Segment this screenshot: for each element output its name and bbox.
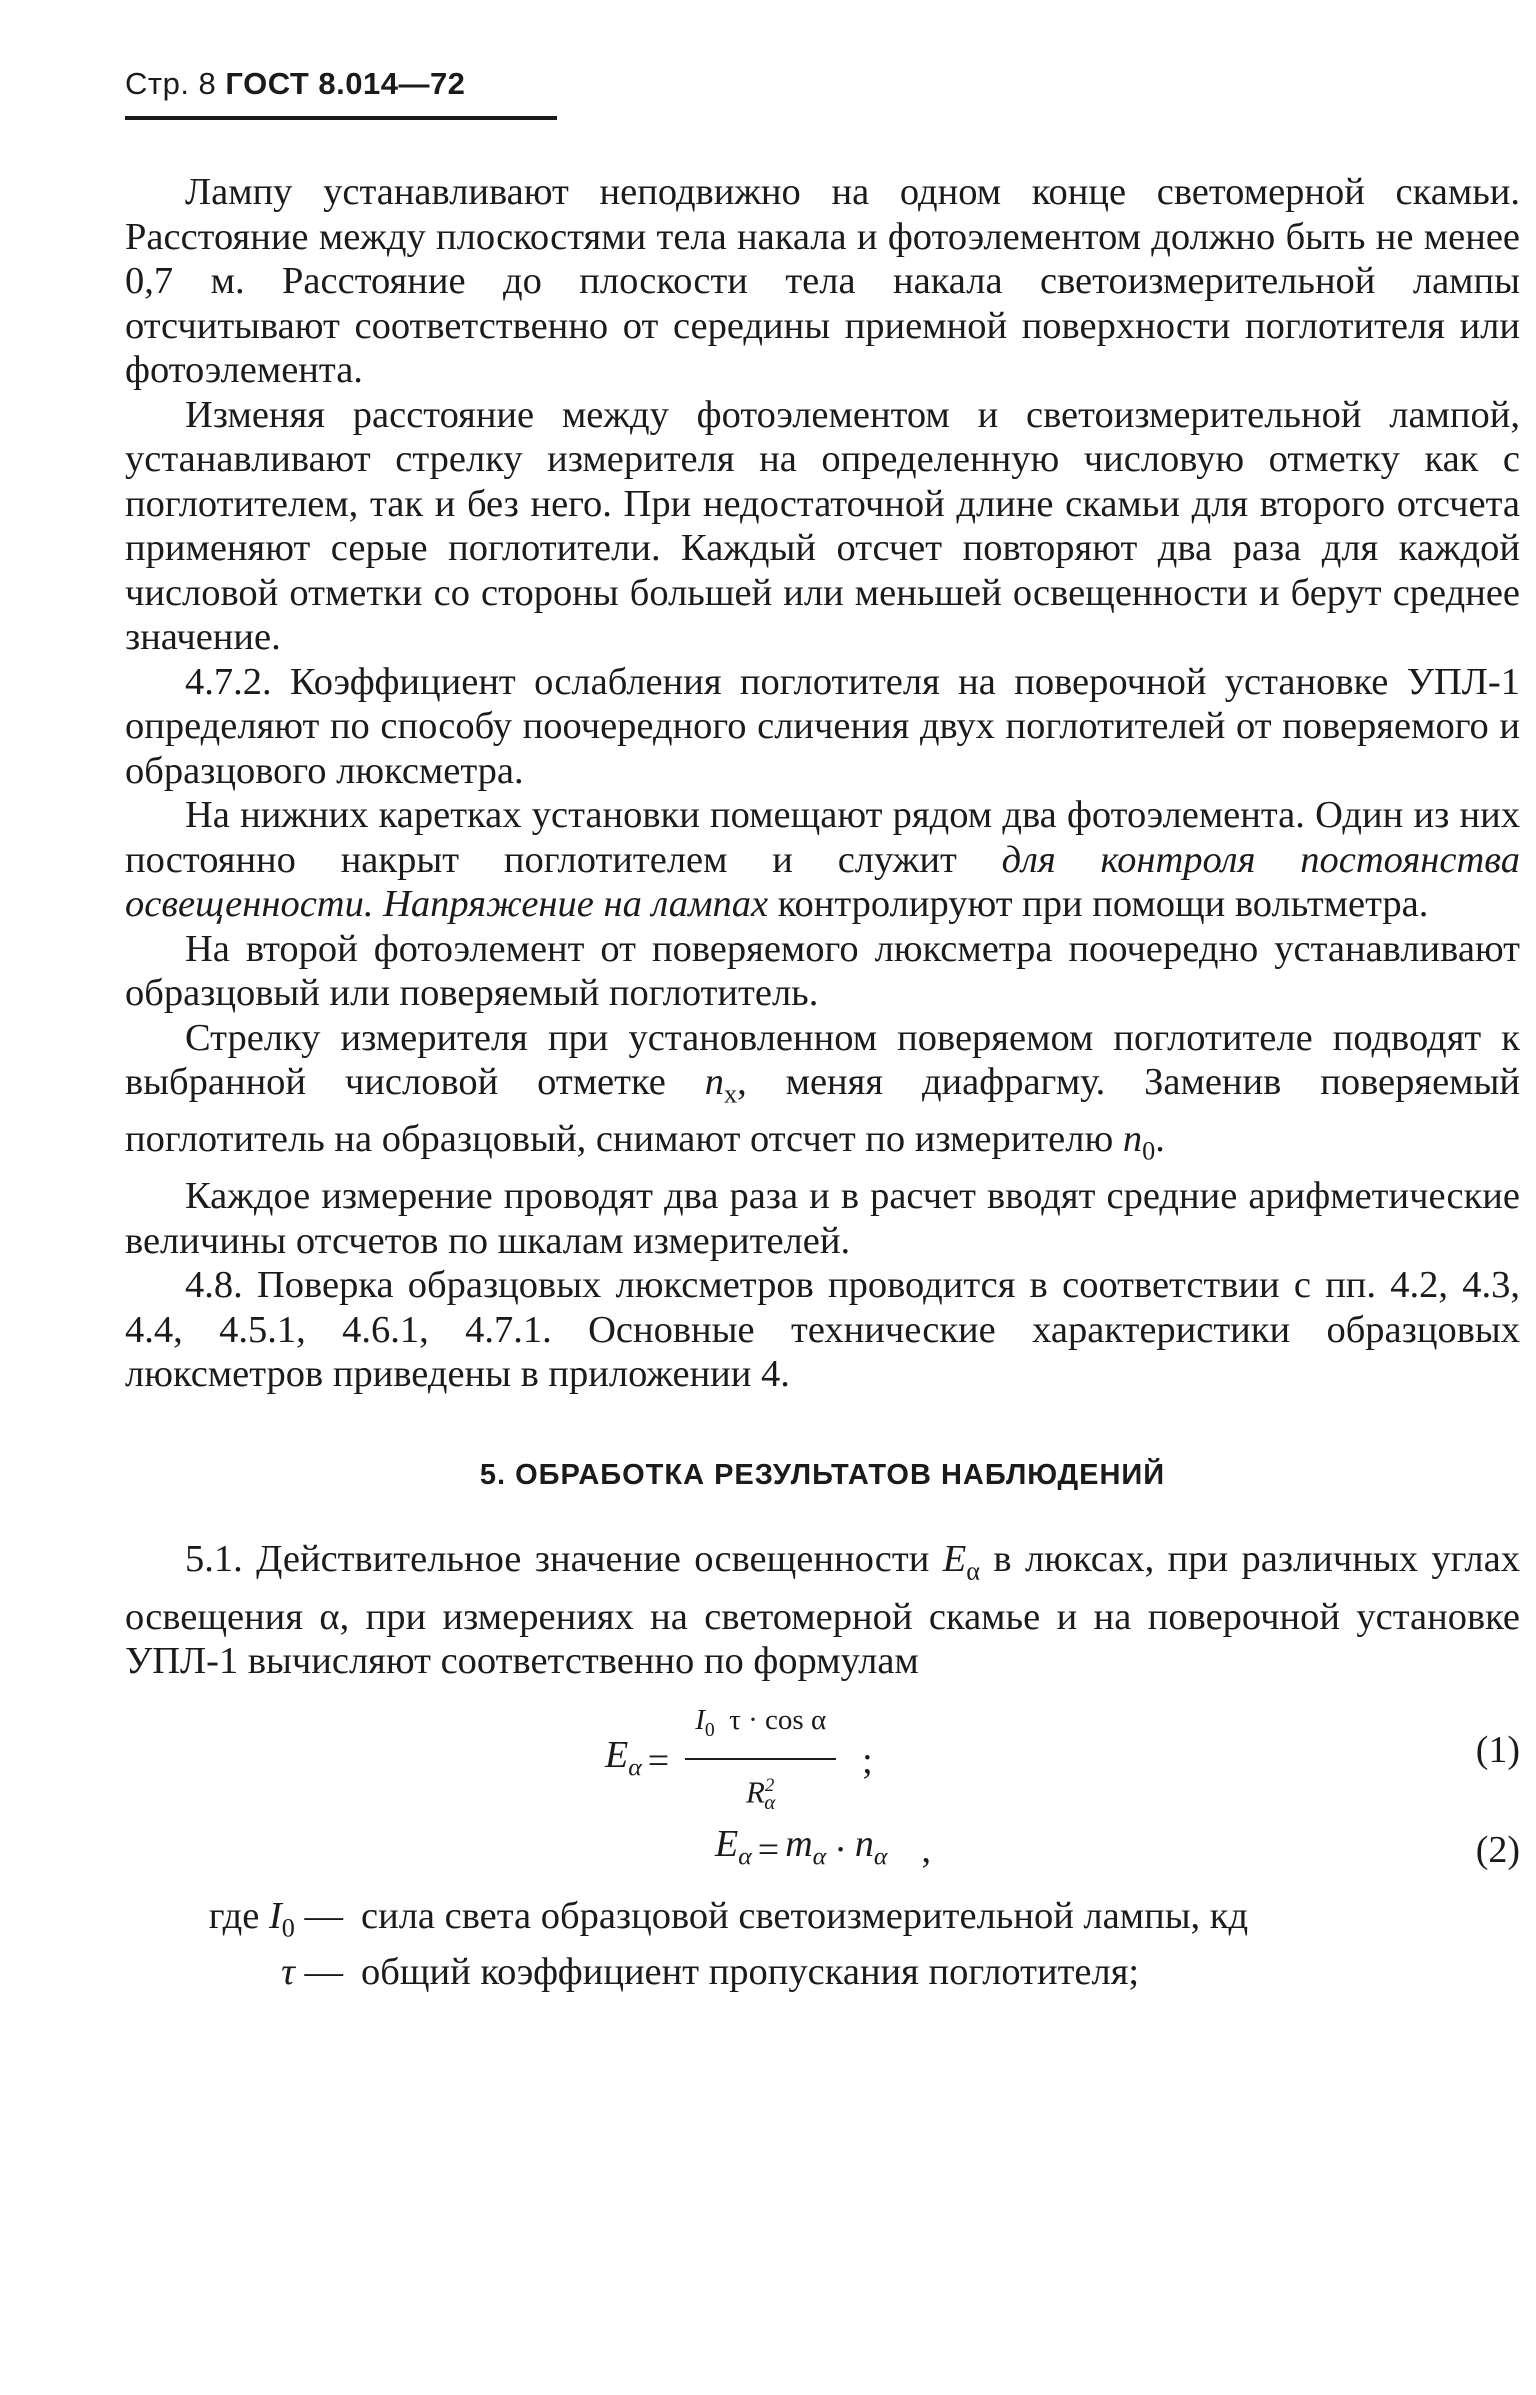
paragraph-distance-change: Изменяя расстояние между фотоэлементом и светоизмерительной лампой, устанавливают стрелку измерителя на определенную числовую отметку как с поглотителем, так и без него. При недостаточной длине скамьи для второго отсчета применяют серые поглотители. Каждый отсчет повторяют два раза для каждой числовой отметки со стороны большей или меньшей освещенности и берут среднее значение. — [125, 393, 1520, 658]
needle-text-c: . — [1155, 1118, 1165, 1161]
formula-1-denominator: $R^2_\alpha$ — [746, 1774, 776, 1815]
symbol-E-subscript: α — [966, 1557, 980, 1587]
p51-text-a: 5.1. Действительное значение освещенности — [185, 1538, 943, 1581]
where-lead: где $I_0$ — — [208, 1894, 343, 1943]
carriages-tail-text: контролируют при помощи вольтметра. — [777, 883, 1429, 925]
paragraph-second-photocell: На второй фотоэлемент от поверяемого люксметра поочередно устанавливают образцовый или поверяемый поглотитель. — [125, 927, 1520, 1014]
formula-2-number: (2) — [1475, 1828, 1520, 1871]
paragraph-carriages — [125, 793, 1520, 927]
formula-2-lhs: $E_\alpha$ — [715, 1822, 752, 1871]
where-item — [125, 1950, 1520, 1994]
formula-2-equals: = — [757, 1828, 780, 1871]
formula-2-dot: · — [834, 1828, 847, 1871]
symbol-n: n — [704, 1061, 724, 1103]
header-rule — [125, 116, 557, 120]
symbol-n-subscript: x — [723, 1079, 738, 1109]
formula-1-lhs: $E_\alpha$ — [605, 1733, 642, 1782]
formula-2-m: $m_\alpha$ — [785, 1822, 827, 1871]
formula-1-semicolon: ; — [862, 1739, 873, 1782]
paragraph-needle — [125, 1016, 1520, 1175]
standard-code: ГОСТ 8.014—72 — [225, 66, 466, 101]
formula-1-row — [125, 1698, 1520, 1818]
paragraph-double-measurement: Каждое измерение проводят два раза и в расчет вводят средние арифметические величины отсчетов по шкалам измерителей. — [125, 1175, 1520, 1262]
formula-1-fraction — [685, 1698, 836, 1825]
formula-1-equals: = — [647, 1739, 670, 1782]
needle-text-a: Стрелку измерителя при установленном поверяемом поглотителе подводят к выбранной числовой отметке — [125, 1016, 1520, 1103]
where-item-text: сила света образцовой светоизмерительной лампы, кд — [361, 1894, 1249, 1937]
carriages-text: На нижних каретках установки помещают рядом два фотоэлемента. Один из них постоянно накрыт поглотителем и служит — [125, 794, 1520, 881]
page-header — [125, 66, 465, 102]
needle-text-b: , меняя диафрагму. Заменив поверяемый поглотитель на образцовый, снимают отсчет по измерителю — [125, 1061, 1520, 1161]
symbol-E: E — [942, 1538, 967, 1581]
formula-2-row — [125, 1818, 1520, 1884]
paragraph-4-7-2: 4.7.2. Коэффициент ослабления поглотителя на поверочной установке УПЛ-1 определяют по способу поочередного сличения двух поглотителей от поверяемого и образцового люксметра. — [125, 660, 1520, 792]
where-item — [125, 1894, 1520, 1951]
where-item-text: общий коэффициент пропускания поглотителя; — [361, 1951, 1140, 1994]
formula-1-numerator: $I_0$ τ · cos α — [695, 1703, 827, 1741]
formula-2 — [715, 1822, 931, 1879]
p51-text-b: в люксах, при различных углах освещения α, при измерениях на светомерной скамье и на поверочной установке УПЛ-1 вычисляют соответственно по формулам — [125, 1538, 1520, 1683]
document-body — [125, 170, 1520, 1994]
where-block — [125, 1894, 1520, 1995]
where-lead: τ — — [281, 1951, 343, 1994]
paragraph-4-8: 4.8. Поверка образцовых люксметров проводится в соответствии с пп. 4.2, 4.3, 4.4, 4.5.1, 4.6.1, 4.7.1. Основные технические характеристики образцовых люксметров приведены в приложении 4. — [125, 1264, 1520, 1396]
formula-1 — [605, 1698, 873, 1825]
formula-1-number: (1) — [1475, 1728, 1520, 1771]
symbol-n-subscript: 0 — [1142, 1136, 1156, 1166]
page-number: Стр. 8 — [125, 66, 217, 101]
formula-2-n: $n_\alpha$ — [854, 1822, 888, 1871]
section-title: 5. ОБРАБОТКА РЕЗУЛЬТАТОВ НАБЛЮДЕНИЙ — [479, 1458, 1166, 1491]
formula-2-comma: , — [921, 1828, 931, 1871]
carriages-italic-text: для контроля постоянства освещенности. Напряжение на лампах — [125, 838, 1520, 925]
paragraph-lamp-position: Лампу устанавливают неподвижно на одном конце светомерной скамьи. Расстояние между плоскостями тела накала и фотоэлементом должно быть не менее 0,7 м. Расстояние до плоскости тела накала светоизмерительной лампы отсчитывают соответственно от середины приемной поверхности поглотителя или фотоэлемента. — [125, 171, 1520, 391]
symbol-n: n — [1122, 1118, 1143, 1161]
paragraph-5-1 — [125, 1537, 1520, 1683]
